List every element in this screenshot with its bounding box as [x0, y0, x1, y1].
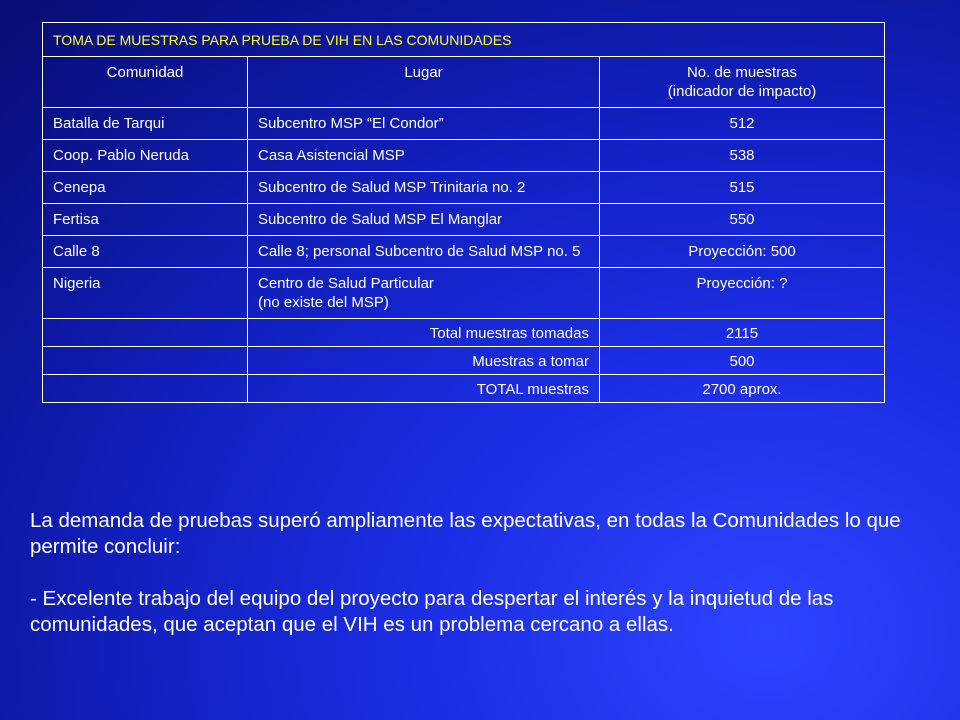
cell-lugar: Subcentro de Salud MSP El Manglar: [248, 204, 600, 236]
header-muestras: [600, 57, 885, 108]
table-title: TOMA DE MUESTRAS PARA PRUEBA DE VIH EN LAS COMUNIDADES: [43, 23, 885, 57]
header-lugar: Lugar: [248, 57, 600, 108]
summary-empty-cell: [43, 319, 248, 347]
summary-row: [43, 319, 885, 347]
summary-label: TOTAL muestras: [248, 375, 600, 403]
paragraph-gap: [30, 560, 930, 586]
table-row: [43, 204, 885, 236]
cell-lugar: [248, 268, 600, 319]
summary-label: Total muestras tomadas: [248, 319, 600, 347]
cell-lugar-line2: (no existe del MSP): [258, 294, 389, 311]
cell-lugar: Subcentro de Salud MSP Trinitaria no. 2: [248, 172, 600, 204]
conclusion-paragraph-2: - Excelente trabajo del equipo del proyecto para despertar el interés y la inquietud de las comunidades, que aceptan que el VIH es un problema cercano a ellas.: [30, 587, 834, 636]
header-muestras-line2: (indicador de impacto): [667, 83, 817, 100]
cell-comunidad: Cenepa: [43, 172, 248, 204]
header-comunidad: Comunidad: [43, 57, 248, 108]
cell-comunidad: Coop. Pablo Neruda: [43, 140, 248, 172]
cell-muestras: Proyección: ?: [600, 268, 885, 319]
table-header-row: [43, 57, 885, 108]
summary-empty-cell: [43, 375, 248, 403]
conclusion-paragraph-1: La demanda de pruebas superó ampliamente las expectativas, en todas la Comunidades lo que permite concluir:: [30, 509, 901, 558]
conclusion-text: [30, 508, 930, 638]
cell-lugar: Calle 8; personal Subcentro de Salud MSP no. 5: [248, 236, 600, 268]
cell-lugar-line1: Centro de Salud Particular: [258, 275, 434, 292]
table-row: [43, 172, 885, 204]
cell-muestras: 550: [600, 204, 885, 236]
table-row: [43, 268, 885, 319]
table-title-row: [43, 23, 885, 57]
cell-muestras: 512: [600, 108, 885, 140]
cell-comunidad: Batalla de Tarqui: [43, 108, 248, 140]
summary-empty-cell: [43, 347, 248, 375]
cell-lugar: Subcentro MSP “El Condor”: [248, 108, 600, 140]
summary-value: 2700 aprox.: [600, 375, 885, 403]
samples-table: [42, 22, 885, 403]
cell-lugar: Casa Asistencial MSP: [248, 140, 600, 172]
summary-row: [43, 375, 885, 403]
cell-comunidad: Fertisa: [43, 204, 248, 236]
header-muestras-line1: No. de muestras: [686, 64, 798, 81]
table-row: [43, 108, 885, 140]
cell-comunidad: Nigeria: [43, 268, 248, 319]
table-row: [43, 236, 885, 268]
cell-muestras: 515: [600, 172, 885, 204]
table-row: [43, 140, 885, 172]
summary-row: [43, 347, 885, 375]
summary-label: Muestras a tomar: [248, 347, 600, 375]
cell-comunidad: Calle 8: [43, 236, 248, 268]
cell-muestras: Proyección: 500: [600, 236, 885, 268]
summary-value: 2115: [600, 319, 885, 347]
cell-muestras: 538: [600, 140, 885, 172]
summary-value: 500: [600, 347, 885, 375]
